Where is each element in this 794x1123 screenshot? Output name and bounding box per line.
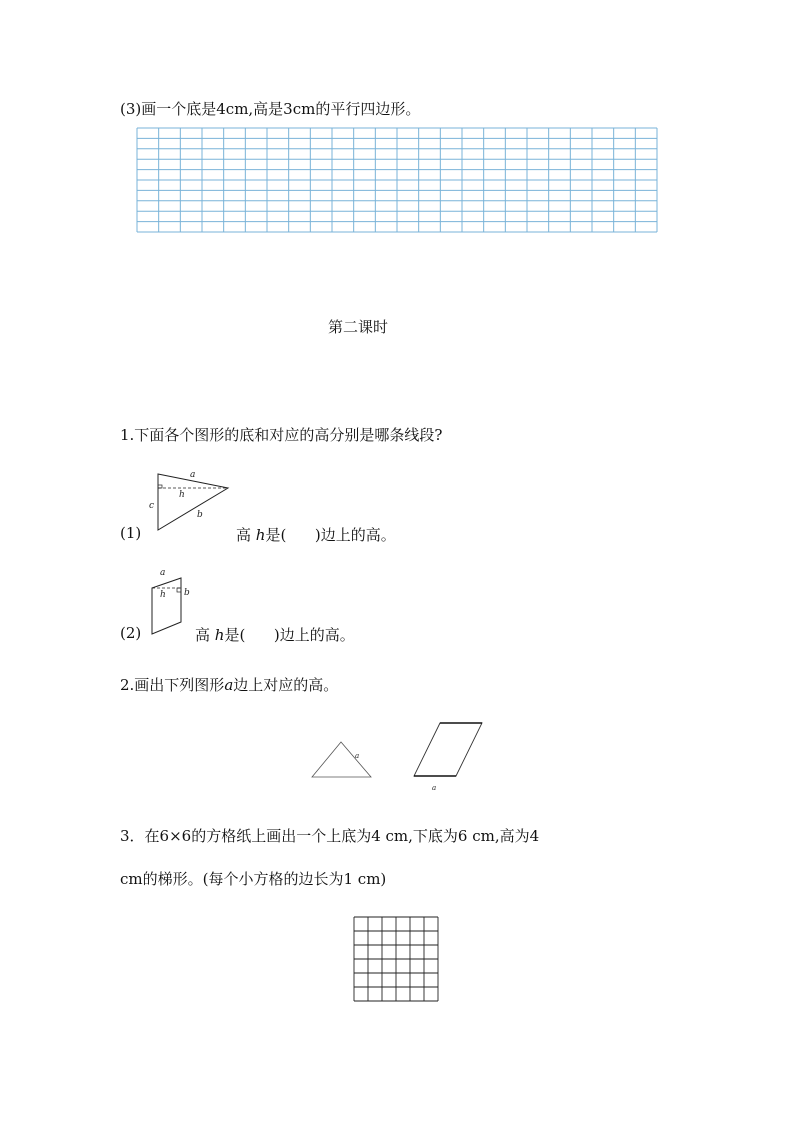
triangle-outline (312, 742, 371, 777)
label-h: h (160, 590, 166, 600)
q2-pre: 2.画出下列图形 (120, 676, 225, 694)
triangle-outline (158, 474, 228, 530)
parallelogram-outline (152, 578, 181, 634)
label-a: a (355, 752, 360, 760)
parallelogram-figure-2 (410, 718, 490, 798)
label-c: c (149, 501, 155, 511)
right-angle-mark (158, 485, 162, 488)
item-1-number: (1) (120, 524, 142, 542)
label-b: b (184, 588, 190, 598)
question-2-stem (120, 674, 338, 695)
question-3-line-2: cm的梯形。(每个小方格的边长为1 cm) (120, 870, 387, 888)
label-a: a (160, 568, 166, 578)
item-2-post: 是( )边上的高。 (224, 626, 355, 644)
item-1-pre: 高 (236, 526, 252, 544)
right-angle-mark (177, 588, 181, 592)
item-2-pre: 高 (195, 626, 211, 644)
item-2-text (195, 624, 355, 645)
section-title: 第二课时 (328, 318, 389, 336)
q2-var: a (224, 676, 234, 694)
question-1-stem: 1.下面各个图形的底和对应的高分别是哪条线段? (120, 426, 443, 444)
item-1-text (236, 524, 396, 545)
blue-grid-paper (137, 128, 657, 232)
right-triangle-figure (150, 468, 240, 538)
parallelogram-figure (146, 566, 191, 636)
label-a: a (190, 470, 196, 480)
q2-post: 边上对应的高。 (233, 676, 339, 694)
item-2-number: (2) (120, 624, 142, 642)
item-2-var: h (214, 626, 225, 644)
label-h: h (179, 490, 185, 500)
question-3-line-1: 3．在6×6的方格纸上画出一个上底为4 cm,下底为6 cm,高为4 (120, 827, 540, 845)
triangle-figure (309, 738, 379, 783)
item-1-post: 是( )边上的高。 (265, 526, 396, 544)
question-3-part-3: (3)画一个底是4cm,高是3cm的平行四边形。 (120, 100, 421, 118)
item-1-var: h (255, 526, 266, 544)
square-grid-6x6 (354, 917, 438, 1001)
label-a: a (432, 784, 437, 792)
label-b: b (197, 510, 203, 520)
parallelogram-outline (414, 723, 482, 776)
